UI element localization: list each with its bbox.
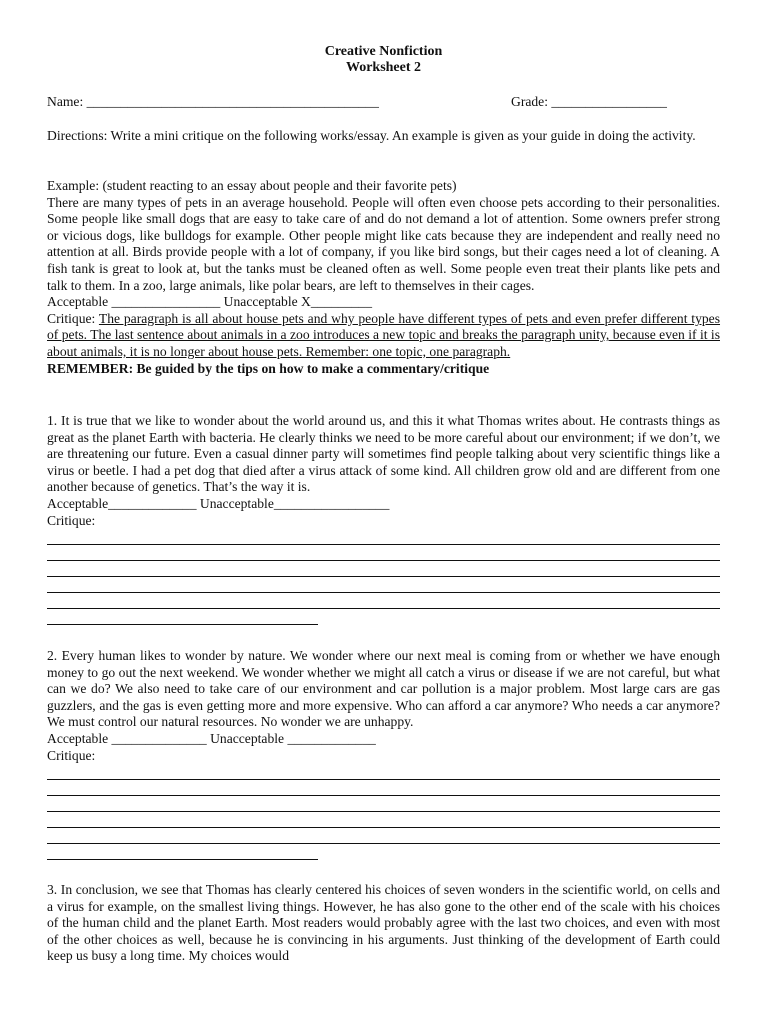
item-1-answer-area[interactable] [47,529,720,625]
grade-field[interactable]: Grade: _________________ [511,94,667,109]
answer-line-short[interactable] [47,844,318,860]
item-2-answer-area[interactable] [47,764,720,860]
example-rating: Acceptable ________________ Unacceptable X_________ [47,294,373,310]
answer-line-short[interactable] [47,609,318,625]
answer-line[interactable] [47,828,720,844]
answer-line[interactable] [47,812,720,828]
title-line-2: Worksheet 2 [345,60,422,75]
worksheet-title [47,44,720,76]
name-grade-row [47,94,720,111]
directions: Directions: Write a mini critique on the following works/essay. An example is given as your guide in doing the activity. [47,128,696,143]
item-2-text: 2. Every human likes to wonder by nature. We wonder where our next meal is coming from or whether we have enough money to go out the next weekend. We wonder whether we might all catch a virus or disease if we are not careful, but what can we do? We also need to take care of our environment and car pollution is a major problem. Most large cars are gas guzzlers, and the gas is even getting more and more expensive. Who can afford a car anymore? Who needs a car anymore? We must control our natural resources. No wonder we are unhappy. [47,648,720,730]
item-1-text: 1. It is true that we like to wonder about the world around us, and this it what Thomas writes about. He contrasts things as great as the planet Earth with bacteria. He clearly thinks we need to be more careful about our environment; if we don’t, we are threatening our future. Even a casual dinner party will sometimes find people talking about very scientific things like a virus or beetle. I had a pet dog that died after a virus attack of some kind. All children grow old and are different from one another because of genetics. That’s the way it is. [47,413,720,495]
remember-heading: REMEMBER: Be guided by the tips on how to make a commentary/critique [47,360,490,376]
answer-line[interactable] [47,577,720,593]
answer-line[interactable] [47,593,720,609]
item-1-rating: Acceptable_____________ Unacceptable_________________ [47,495,390,511]
example-section [47,178,720,377]
item-2-critique-label: Critique: [47,747,96,763]
item-1-section [47,413,720,625]
item-2-section [47,648,720,860]
item-1-critique-label: Critique: [47,512,96,528]
name-field[interactable]: Name: ___________________________________________ [47,94,379,109]
example-paragraph: There are many types of pets in an average household. People will often even choose pets according to their personalities. Some people like small dogs that are easy to take care of and do not demand a lot of attention. Some owners prefer strong or vicious dogs, like bulldogs for example. Other people might like cats because they are independent and really need no attention at all. Birds provide people with a lot of company, if you like bird songs, but their cages need a lot of cleaning. A fish tank is great to look at, but the tanks must be cleaned often as well. Some people even treat their plants like pets and talk to them. In a zoo, large animals, like polar bears, are left to themselves in their cages. [47,194,720,293]
example-critique [47,311,720,361]
title-line-1: Creative Nonfiction [324,44,443,59]
answer-line[interactable] [47,796,720,812]
answer-line[interactable] [47,764,720,780]
answer-line[interactable] [47,780,720,796]
example-intro: Example: (student reacting to an essay about people and their favorite pets) [47,178,457,193]
example-critique-label: Critique: [47,310,99,326]
item-3-text: 3. In conclusion, we see that Thomas has clearly centered his choices of seven wonders in the scientific world, on cells and a virus for example, on the smallest living things. However, he has also gone to the other end of the scale with his choices of the human child and the planet Earth. Most readers would probably agree with the last two choices, and even with most of the other choices as well, because he is convincing in his arguments. Just thinking of the development of Earth could keep us busy a long time. My choices would [47,882,720,964]
answer-line[interactable] [47,529,720,545]
example-critique-text: The paragraph is all about house pets and why people have different types of pets and even prefer different types of pets. The last sentence about animals in a zoo introduces a new topic and breaks the paragraph unity, because even if it is about animals, it is no longer about house pets. Remember: one topic, one paragraph. [47,310,721,359]
answer-line[interactable] [47,545,720,561]
item-2-rating: Acceptable ______________ Unacceptable _____________ [47,730,376,746]
answer-line[interactable] [47,561,720,577]
